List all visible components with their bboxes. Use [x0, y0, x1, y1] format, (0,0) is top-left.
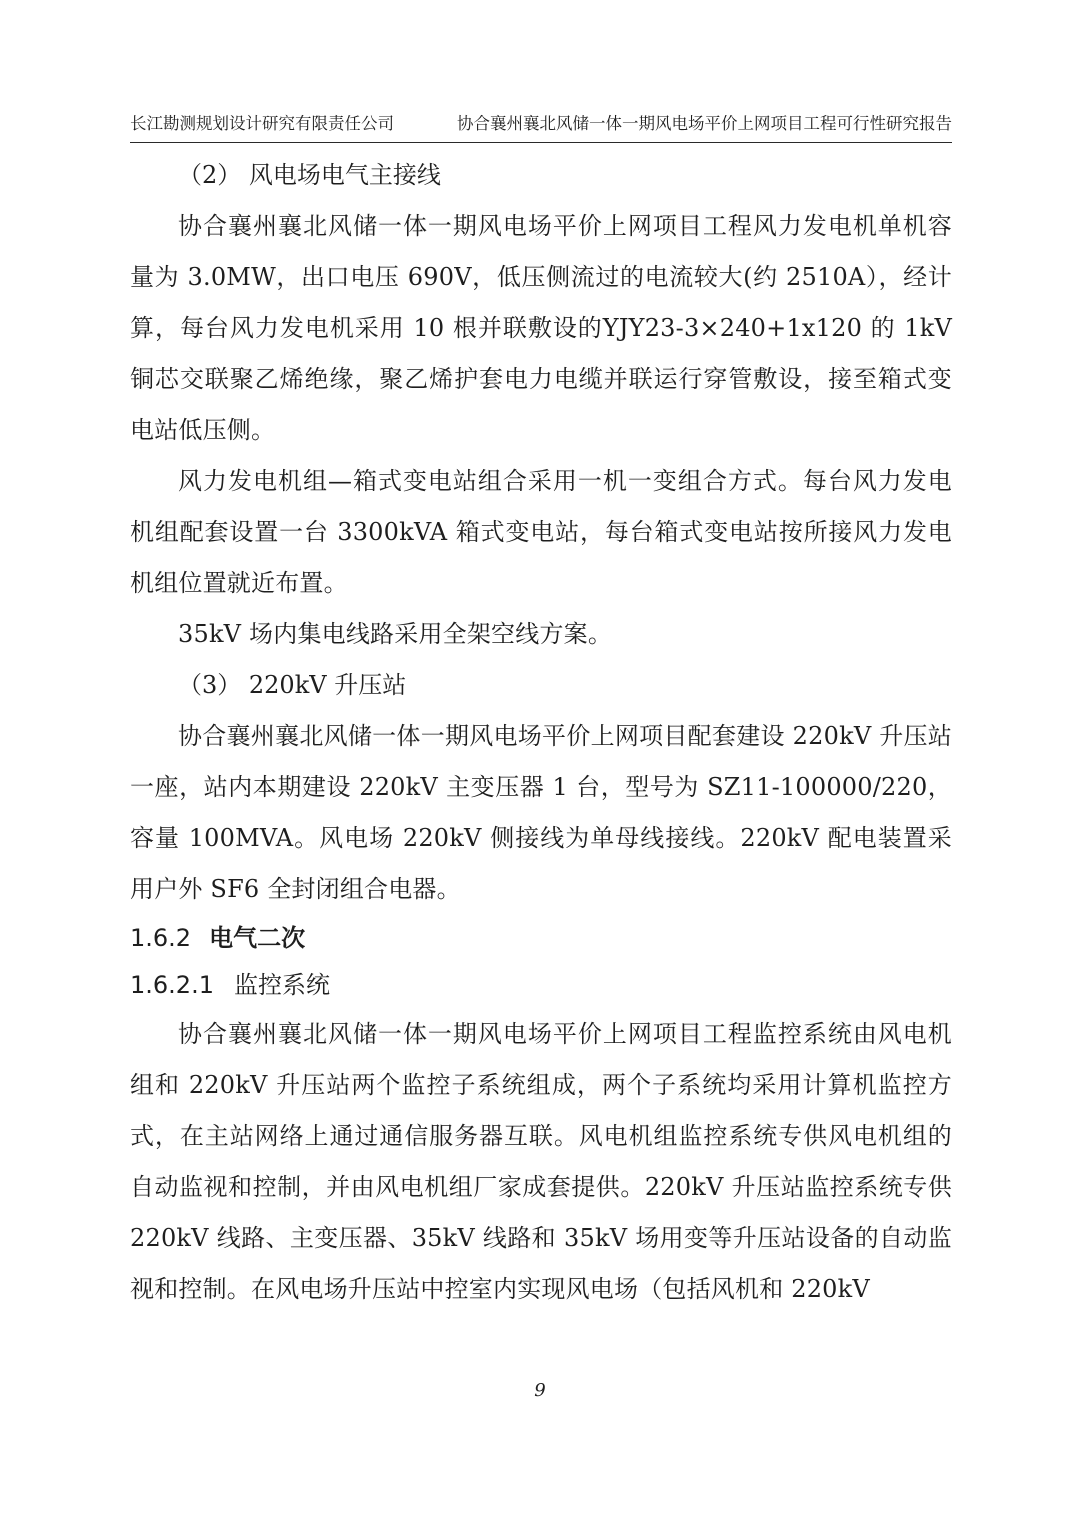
section-title: 电气二次 — [209, 924, 306, 952]
subsection-number: 1.6.2.1 — [130, 971, 214, 999]
page-body — [130, 150, 952, 1315]
paragraph-cable-config: 协合襄州襄北风储一体一期风电场平价上网项目工程风力发电机单机容量为 3.0MW，出口电压 690V，低压侧流过的电流较大(约 2510A），经计算，每台风力发电机采用 10 根并联敷设的YJY23-3×240+1x120 的 1kV 铜芯交联聚乙烯绝缘，聚乙烯护套电力电缆并联运行穿管敷设，接至箱式变电站低压侧。 — [130, 212, 952, 444]
paragraph-monitoring-system: 协合襄州襄北风储一体一期风电场平价上网项目工程监控系统由风电机组和 220kV 升压站两个监控子系统组成，两个子系统均采用计算机监控方式，在主站网络上通过通信服务器互联。风电机组监控系统专供风电机组的自动监视和控制，并由风电机组厂家成套提供。220kV 升压站监控系统专供 220kV 线路、主变压器、35kV 线路和 35kV 场用变等升压站设备的自动监视和控制。在风电场升压站中控室内实现风电场（包括风机和 220kV — [130, 1020, 952, 1303]
subsection-title: 监控系统 — [233, 971, 330, 999]
header-company: 长江勘测规划设计研究有限责任公司 — [130, 114, 394, 133]
page-header — [130, 110, 952, 143]
paragraph-unit-transformer: 风力发电机组—箱式变电站组合采用一机一变组合方式。每台风力发电机组配套设置一台 3300kVA 箱式变电站，每台箱式变电站按所接风力发电机组位置就近布置。 — [130, 467, 952, 597]
subheading-main-wiring: （2） 风电场电气主接线 — [178, 161, 441, 189]
subsection-heading — [130, 961, 952, 1009]
page-number: 9 — [534, 1380, 546, 1401]
paragraph-substation: 协合襄州襄北风储一体一期风电场平价上网项目配套建设 220kV 升压站一座，站内本期建设 220kV 主变压器 1 台，型号为 SZ11-100000/220，容量 100MVA。风电场 220kV 侧接线为单母线接线。220kV 配电装置采用户外 SF6 全封闭组合电器。 — [130, 722, 952, 903]
header-report-title: 协合襄州襄北风储一体一期风电场平价上网项目工程可行性研究报告 — [457, 114, 952, 133]
section-heading — [130, 915, 952, 961]
subheading-substation: （3） 220kV 升压站 — [178, 671, 407, 699]
paragraph-collector-lines: 35kV 场内集电线路采用全架空线方案。 — [178, 620, 613, 648]
section-number: 1.6.2 — [130, 924, 192, 952]
